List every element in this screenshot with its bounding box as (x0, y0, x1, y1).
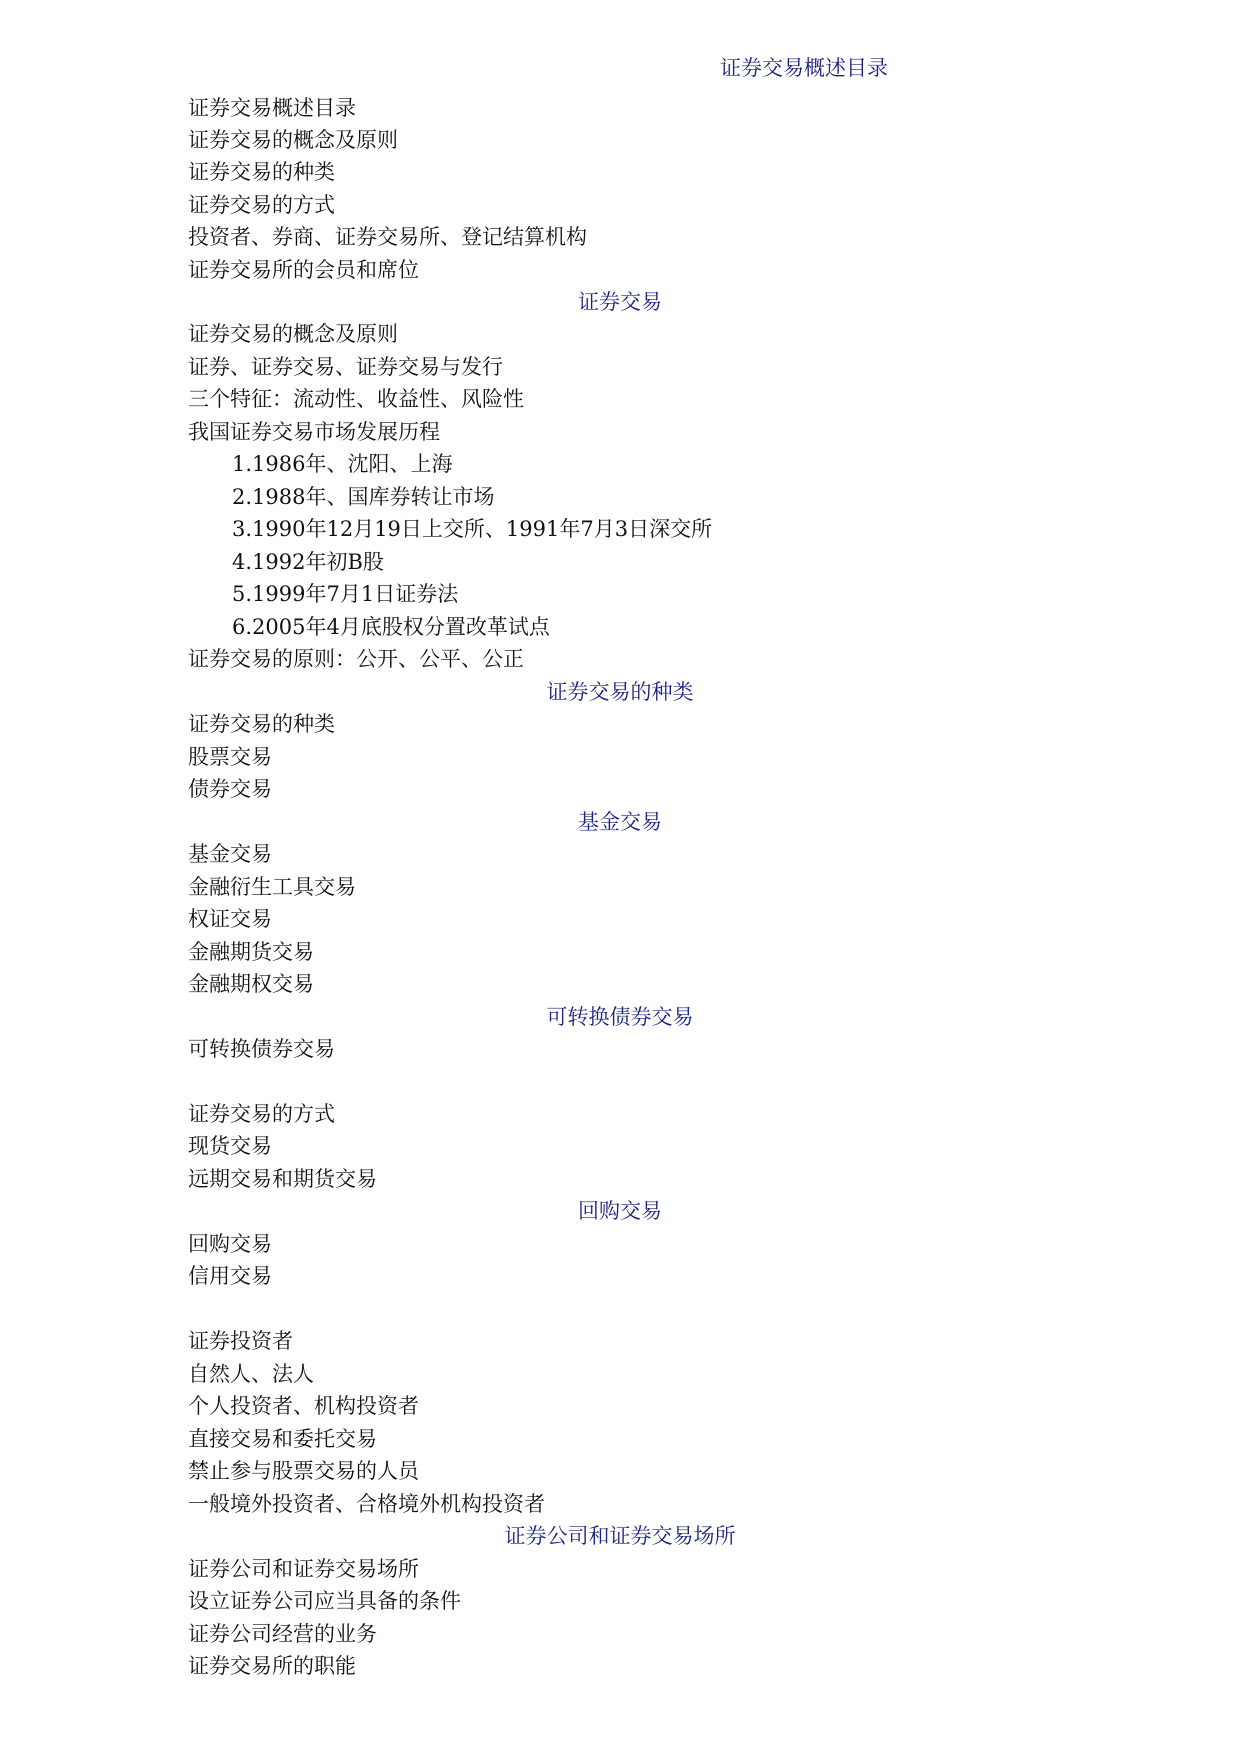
principle-text: 证券交易的原则：公开、公平、公正 (188, 647, 524, 671)
section-item: 金融衍生工具交易 (188, 875, 356, 899)
section-item: 可转换债券交易 (188, 1037, 335, 1061)
section-item: 金融期权交易 (188, 972, 314, 996)
section-item: 一般境外投资者、合格境外机构投资者 (188, 1492, 545, 1516)
section-item: 我国证券交易市场发展历程 (188, 420, 440, 444)
section-item: 证券交易的概念及原则 (188, 322, 398, 346)
toc-item: 证券交易的概念及原则 (188, 128, 398, 152)
section-item: 直接交易和委托交易 (188, 1427, 377, 1451)
section-heading-repo: 回购交易 (578, 1199, 662, 1223)
document-title: 证券交易概述目录 (720, 56, 888, 80)
section-item: 基金交易 (188, 842, 272, 866)
section-item: 现货交易 (188, 1134, 272, 1158)
history-item: 4.1992年初B股 (232, 550, 384, 574)
toc-item: 证券交易概述目录 (188, 96, 356, 120)
toc-item: 投资者、券商、证券交易所、登记结算机构 (188, 225, 587, 249)
section-item: 三个特征：流动性、收益性、风险性 (188, 387, 524, 411)
section-heading-types: 证券交易的种类 (546, 680, 694, 704)
section-item: 证券交易的方式 (188, 1102, 335, 1126)
toc-item: 证券交易的方式 (188, 193, 335, 217)
section-item: 证券公司和证券交易场所 (188, 1557, 419, 1581)
history-item: 6.2005年4月底股权分置改革试点 (232, 615, 550, 639)
section-item: 设立证券公司应当具备的条件 (188, 1589, 461, 1613)
section-item: 证券、证券交易、证券交易与发行 (188, 355, 503, 379)
section-heading-companies: 证券公司和证券交易场所 (504, 1524, 736, 1548)
section-item: 自然人、法人 (188, 1362, 314, 1386)
section-item: 权证交易 (188, 907, 272, 931)
section-item: 禁止参与股票交易的人员 (188, 1459, 419, 1483)
section-item: 回购交易 (188, 1232, 272, 1256)
section-heading-securities-trading: 证券交易 (578, 290, 662, 314)
history-item: 3.1990年12月19日上交所、1991年7月3日深交所 (232, 517, 713, 541)
section-item: 股票交易 (188, 745, 272, 769)
section-heading-convertible: 可转换债券交易 (546, 1005, 694, 1029)
section-item: 证券交易的种类 (188, 712, 335, 736)
section-item: 证券投资者 (188, 1329, 293, 1353)
section-heading-fund: 基金交易 (578, 810, 662, 834)
section-item: 信用交易 (188, 1264, 272, 1288)
section-item: 远期交易和期货交易 (188, 1167, 377, 1191)
section-item: 证券交易所的职能 (188, 1654, 356, 1678)
section-item: 债券交易 (188, 777, 272, 801)
history-item: 2.1988年、国库券转让市场 (232, 485, 495, 509)
toc-item: 证券交易所的会员和席位 (188, 258, 419, 282)
toc-item: 证券交易的种类 (188, 160, 335, 184)
history-item: 5.1999年7月1日证券法 (232, 582, 459, 606)
history-item: 1.1986年、沈阳、上海 (232, 452, 453, 476)
section-item: 个人投资者、机构投资者 (188, 1394, 419, 1418)
section-item: 证券公司经营的业务 (188, 1622, 377, 1646)
section-item: 金融期货交易 (188, 940, 314, 964)
